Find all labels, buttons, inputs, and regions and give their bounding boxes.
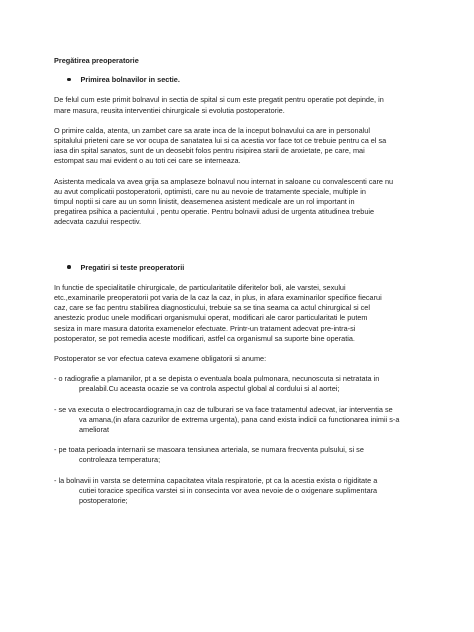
bullet-item-primirea: [54, 75, 426, 85]
list-item: [54, 374, 426, 394]
text-line: iasa din spital sanatos, sunt de un deosebit folos pentru risipirea starii de anxietate, pe care, mai: [54, 146, 365, 156]
text-line: sesiza in mare masura datorita examenelor efectuate. Printr-un tratament adecvat pre-intra-si: [54, 323, 356, 333]
text-line: Asistenta medicala va avea grija sa amplaseze bolnavul nou internat in saloane cu convalescenti care nu: [54, 176, 394, 186]
text-line: - se va executa o electrocardiograma,in caz de tulburari se va face tratamentul adecvat, iar interventia se: [54, 404, 393, 414]
text-line: O primire calda, atenta, un zambet care sa arate inca de la inceput bolnavului ca are in personalul: [54, 125, 370, 135]
list-item: [54, 476, 426, 507]
item-continuation: [54, 486, 426, 506]
text-line: au avut complicatii postoperatorii, optimisti, care nu au nevoie de tratamente speciale, multiple in: [54, 186, 366, 196]
text-line: postoperatorie;: [79, 496, 128, 506]
text-line: In functie de specialitatile chirurgicale, de particularitatile diferitelor boli, ale varstei, sexului: [54, 282, 346, 292]
text-line: prealabil.Cu aceasta ocazie se va controla aspectul global al cordului si al aortei;: [79, 384, 340, 394]
text-line: adecvata cazului respectiv.: [54, 217, 142, 227]
text-line: Postoperator se vor efectua cateva examene obligatorii si anume:: [54, 354, 267, 364]
text-line: postoperator, se pot remedia aceste modificari, astfel ca organismul sa suporte bine operatia.: [54, 333, 355, 343]
text-line: cutiei toracice specifica varstei si in consecinta vor avea nevoie de o oxigenare suplimentara: [79, 485, 378, 495]
bullet-item-pregatiri: [54, 263, 426, 273]
text-line: etc.,examinarile preoperatorii pot varia de la caz la caz, in plus, in afara examinarilor specifice fiecarui: [54, 293, 382, 303]
list-item: [54, 405, 426, 436]
text-line: controleaza temperatura;: [79, 455, 161, 465]
text-line: - la bolnavii in varsta se determina capacitatea vitala respiratorie, pt ca la acestia exista o rigiditate a: [54, 475, 378, 485]
paragraph: [54, 354, 426, 364]
exam-list: [54, 374, 426, 506]
text-line: anestezic produc unele modificari organismului operat, modificari ale caror particularitati le putem: [54, 313, 368, 323]
text-line: mare masura, reusita interventiei chirurgicale si evolutia postoperatorie.: [54, 105, 285, 115]
bullet-dot-icon: [67, 78, 71, 82]
section-primirea-body: [54, 95, 426, 227]
text-line: estompat sau mai evident o au toti cei care se interneaza.: [54, 156, 241, 166]
paragraph: [54, 95, 426, 115]
list-item: [54, 445, 426, 465]
bullet-heading: Pregatiri si teste preoperatorii: [80, 262, 185, 272]
bullet-heading: Primirea bolnavilor in sectie.: [80, 75, 180, 85]
text-line: caz, care se fac pentru stabilirea diagnosticului, trebuie sa se tina seama ca actul chirurgical si cel: [54, 303, 370, 313]
text-line: pregatirea psihica a pacientului , pentu operatie. Pentru bolnavii adusi de urgenta atitudinea trebuie: [54, 207, 375, 217]
text-line: spitalului prieteni care se vor ocupa de sanatatea lui si ca acestia vor face tot ce trebuie pentru ca el sa: [54, 136, 387, 146]
section-gap: [54, 238, 426, 263]
text-line: - o radiografie a plamanilor, pt a se depista o eventuala boala pulmonara, necunoscuta si netratata in: [54, 374, 380, 384]
item-continuation: [54, 415, 426, 435]
paragraph: [54, 283, 426, 344]
text-line: va amana,(in afara cazurilor de extrema urgenta), pana cand exista indicii ca functionarea inimii s-a: [79, 414, 400, 424]
section-pregatiri-body: [54, 283, 426, 364]
text-line: timpul noptii si care au un somn linistit, deasemenea asistent medicale are un rol important in: [54, 197, 355, 207]
paragraph: [54, 126, 426, 167]
document-title: Pregătirea preoperatorie: [54, 56, 139, 65]
text-line: - pe toata perioada internarii se masoara tensiunea arteriala, se numara frecventa pulsului, si se: [54, 445, 364, 455]
bullet-dot-icon: [67, 265, 71, 269]
item-continuation: [54, 384, 426, 394]
item-continuation: [54, 455, 426, 465]
text-line: ameliorat: [79, 425, 110, 435]
text-line: De felul cum este primit bolnavul in sectia de spital si cum este pregatit pentru operatie pot depinde, in: [54, 95, 384, 105]
paragraph: [54, 177, 426, 228]
